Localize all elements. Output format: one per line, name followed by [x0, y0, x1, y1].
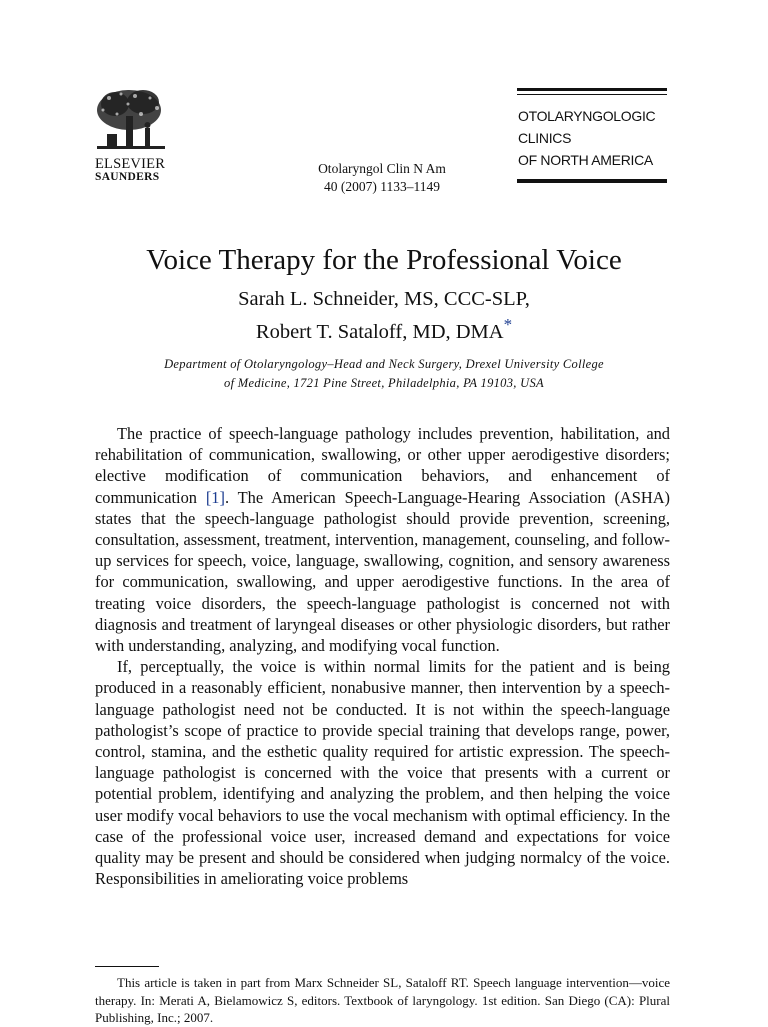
article-body [95, 423, 670, 889]
corresponding-author-link[interactable]: * [503, 315, 513, 334]
journal-name [518, 105, 667, 171]
journal-brand [517, 88, 667, 183]
author-name-corresponding [0, 312, 768, 345]
paragraph-text: . The American Speech-Language-Hearing Association (ASHA) states that the speech-language pathologist should provide prevention, screening, consultation, assessment, treatment, intervention, management, counseling, and follow-up services for speech, voice, language, swallowing, cognition, and sensory awareness for communication, swallowing, and upper aerodigestive functions. In the area of treating voice disorders, the speech-language pathologist is concerned not with diagnosis and treatment of laryngeal diseases or other physiologic disorders, but rather with understanding, analyzing, and modifying vocal function. [95, 487, 671, 656]
publisher-logo [95, 88, 170, 183]
article-title: Voice Therapy for the Professional Voice [146, 244, 622, 276]
body-paragraph: If, perceptually, the voice is within normal limits for the patient and is being produced in a reasonably efficient, nonabusive manner, then intervention by a speech-language pathologist need not be conducted. It is not within the speech-language pathologist’s scope of practice to provide special training that develops range, power, control, stamina, and the esthetic quality required for artistic expression. The speech-language pathologist is concerned with the voice that presents with a current or potential problem, identifying and analyzing the problem, and then helping the voice user modify vocal behaviors to use the vocal mechanism with optimal efficiency. In the case of the professional voice user, increased demand and expectations for voice quality may be present and should be considered when judging normalcy of the voice. Responsibilities in ameliorating voice problems [95, 657, 670, 889]
author-list [0, 286, 768, 345]
journal-rule-bottom-thick [517, 180, 667, 183]
affiliation-line: Department of Otolaryngology–Head and Neck Surgery, Drexel University College [164, 356, 604, 371]
paragraph-text: The practice of speech-language pathology includes prevention, habilitation, and rehabilitation of communication, swallowing, or other upper aerodigestive disorders; elective modification of communication behaviors, and enhancement of communication [95, 424, 670, 507]
author-affiliation [0, 355, 768, 393]
article-heading [0, 242, 768, 393]
journal-name-line: OTOLARYNGOLOGIC [518, 108, 656, 124]
citation-journal: Otolaryngol Clin N Am [318, 161, 446, 176]
author-name: Robert T. Sataloff, MD, DMA [255, 320, 504, 343]
footnote-rule [95, 966, 159, 967]
journal-name-line: OF NORTH AMERICA [518, 152, 653, 168]
affiliation-line: of Medicine, 1721 Pine Street, Philadelphia, PA 19103, USA [224, 375, 544, 390]
elsevier-tree-logo-icon [95, 88, 167, 154]
journal-rule-top-thick [517, 88, 667, 91]
body-paragraph [95, 423, 670, 656]
journal-rule-top-thin [517, 94, 667, 95]
journal-name-line: CLINICS [518, 130, 572, 146]
reference-link[interactable]: [1] [205, 487, 225, 507]
journal-citation [282, 160, 482, 196]
citation-volume-pages: 40 (2007) 1133–1149 [324, 179, 440, 194]
author-name: Sarah L. Schneider, MS, CCC-SLP, [238, 288, 530, 310]
publisher-name: ELSEVIER [95, 156, 166, 172]
article-footnote [95, 966, 670, 1027]
publisher-imprint: SAUNDERS [95, 171, 160, 183]
footnote-text: This article is taken in part from Marx Schneider SL, Sataloff RT. Speech language intervention—voice therapy. In: Merati A, Bielamowicz S, editors. Textbook of laryngology. 1st edition. San Diego (CA): Plural Publishing, Inc.; 2007. [95, 975, 670, 1025]
page-header [0, 88, 768, 208]
